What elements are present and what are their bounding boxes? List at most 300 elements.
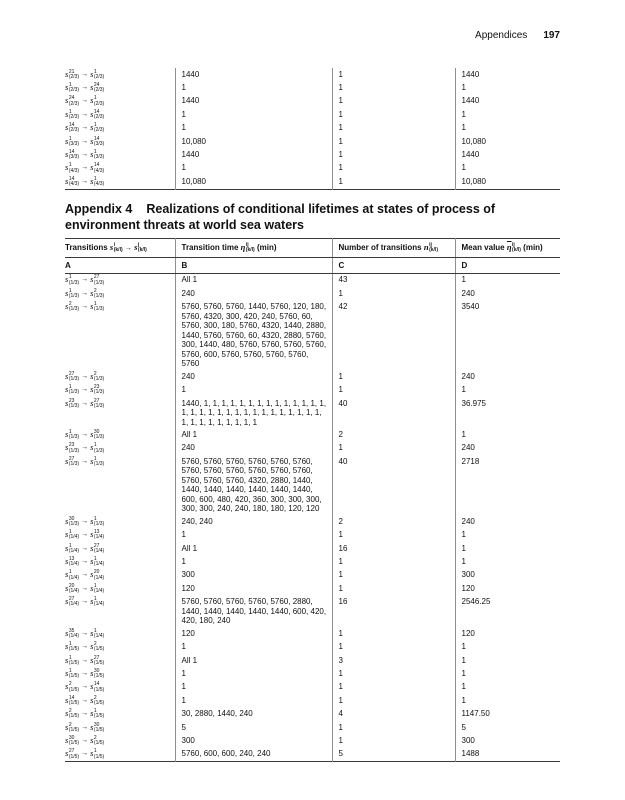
transition-cell	[65, 708, 175, 721]
arrow-icon: →	[81, 276, 89, 284]
mean-value-cell: 1440	[455, 95, 560, 108]
table-row	[65, 122, 560, 135]
transition-cell	[65, 397, 175, 429]
header-unit: (min)	[256, 243, 277, 252]
transition-time-cell: 240, 240	[175, 515, 332, 528]
mean-value-cell: 1	[455, 108, 560, 121]
mean-value-cell: 240	[455, 515, 560, 528]
arrow-icon: →	[81, 124, 89, 132]
transition-count-cell: 1	[332, 68, 455, 81]
appendix-number: Appendix 4	[65, 202, 133, 216]
mean-value-cell: 1	[455, 162, 560, 175]
transition-count-cell: 1	[332, 641, 455, 654]
transition-count-cell: 1	[332, 287, 455, 300]
state-symbol: s 1 (1/5)	[65, 668, 80, 680]
mean-value-cell: 1	[455, 122, 560, 135]
transition-count-cell: 3	[332, 654, 455, 667]
transition-label	[65, 656, 104, 666]
state-symbol: s 13 (1/4)	[65, 556, 80, 568]
state-symbol: s 14 (1/5)	[90, 681, 105, 693]
transition-count-cell: 40	[332, 397, 455, 429]
transition-cell	[65, 429, 175, 442]
arrow-icon: →	[81, 531, 89, 539]
transition-count-cell: 16	[332, 596, 455, 628]
arrow-icon: →	[81, 444, 89, 452]
transition-count-cell: 1	[332, 681, 455, 694]
transition-label	[65, 163, 104, 173]
transition-label	[65, 669, 104, 679]
transition-time-cell: 300	[175, 569, 332, 582]
state-symbol: s 14 (3/3)	[65, 148, 80, 161]
transition-label	[65, 289, 104, 299]
state-symbol: s 1 (1/5)	[90, 708, 105, 720]
table-row	[65, 748, 560, 762]
arrow-icon: →	[81, 750, 89, 758]
transition-time-cell: All 1	[175, 654, 332, 667]
arrow-icon: →	[81, 670, 89, 677]
header-text: Transition time	[181, 243, 239, 252]
mean-value-cell: 1	[455, 681, 560, 694]
table-row	[65, 515, 560, 528]
arrow-icon: →	[81, 137, 89, 145]
arrow-icon: →	[81, 598, 89, 606]
transition-cell	[65, 135, 175, 148]
transition-time-cell: 1440	[175, 68, 332, 81]
state-symbol: s 20 (1/4)	[90, 569, 105, 581]
arrow-icon: →	[81, 372, 89, 380]
table-row	[65, 273, 560, 287]
state-symbol: s 1 (1/3)	[90, 515, 105, 528]
state-symbol: s 21 (2/3)	[65, 68, 80, 80]
transition-cell	[65, 175, 175, 189]
transition-label	[65, 642, 104, 652]
transition-time-cell: 1	[175, 529, 332, 542]
mean-value-cell: 1	[455, 654, 560, 667]
mean-value-cell: 10,080	[455, 135, 560, 148]
letter-cell-a: A	[65, 258, 175, 274]
transition-time-cell: 120	[175, 627, 332, 640]
transition-cell	[65, 95, 175, 108]
transition-count-cell: 42	[332, 301, 455, 371]
arrow-icon: →	[81, 629, 89, 637]
transition-label	[65, 629, 104, 639]
transition-time-cell: All 1	[175, 273, 332, 287]
arrow-icon: →	[81, 737, 89, 745]
state-symbol: s 1 (3/3)	[65, 135, 80, 147]
arrow-icon: →	[81, 683, 89, 691]
transition-cell	[65, 81, 175, 94]
transition-time-cell: All 1	[175, 429, 332, 442]
transition-cell	[65, 681, 175, 694]
transition-cell	[65, 148, 175, 161]
letter-cell-d: D	[455, 258, 560, 274]
transition-label	[65, 399, 104, 409]
mean-value-cell: 120	[455, 627, 560, 640]
transition-time-cell: 1	[175, 81, 332, 94]
state-symbol: s 14 (4/3)	[65, 175, 80, 187]
transition-time-cell: 240	[175, 370, 332, 383]
mean-value-cell: 1440	[455, 68, 560, 81]
mean-value-cell: 240	[455, 287, 560, 300]
header-text: Number of transitions	[338, 243, 422, 252]
header-text: Mean value	[461, 243, 505, 252]
transition-cell	[65, 287, 175, 300]
state-symbol: s 27 (1/3)	[90, 274, 105, 286]
transition-time-cell: 30, 2880, 1440, 240	[175, 708, 332, 721]
mean-value-cell: 1	[455, 542, 560, 555]
letter-cell-b: B	[175, 258, 332, 274]
state-symbol: s 2 (1/5)	[65, 681, 80, 693]
table-row	[65, 542, 560, 555]
mean-value-cell: 2546.25	[455, 596, 560, 628]
state-symbol: s 2 (1/3)	[65, 301, 80, 313]
state-symbol: s 30 (1/3)	[65, 515, 80, 528]
state-symbol: s 27 (1/4)	[65, 596, 80, 608]
state-symbol: s 1 (1/4)	[65, 542, 80, 554]
transition-cell	[65, 582, 175, 595]
transition-label	[65, 302, 104, 312]
state-symbol: s 1 (1/4)	[90, 627, 105, 639]
transition-label	[65, 709, 104, 719]
transition-count-cell: 1	[332, 694, 455, 707]
mean-value-cell: 2718	[455, 455, 560, 515]
state-symbol: s 1 (1/3)	[65, 274, 80, 286]
table-row	[65, 596, 560, 628]
transition-time-cell: 1	[175, 122, 332, 135]
state-symbol: s 1 (2/3)	[90, 122, 105, 134]
table-row	[65, 556, 560, 569]
transition-cell	[65, 68, 175, 81]
transition-time-cell: 1	[175, 162, 332, 175]
transition-count-cell: 2	[332, 429, 455, 442]
state-symbol: s 14 (3/3)	[90, 135, 105, 147]
arrow-icon: →	[81, 70, 89, 78]
transition-count-cell: 1	[332, 721, 455, 734]
mean-value-cell: 1	[455, 668, 560, 681]
transition-label	[65, 530, 104, 540]
state-symbol: s 1 (1/5)	[65, 654, 80, 666]
transition-label	[65, 682, 104, 692]
mean-value-cell: 3540	[455, 301, 560, 371]
transition-time-cell: 1	[175, 668, 332, 681]
state-symbol: s 2 (1/3)	[90, 287, 105, 300]
table-row	[65, 442, 560, 455]
table-row	[65, 301, 560, 371]
transition-label	[65, 457, 104, 467]
table-row	[65, 81, 560, 94]
transition-cell	[65, 370, 175, 383]
table-row	[65, 397, 560, 429]
state-symbol: s 1 (1/3)	[65, 287, 80, 300]
state-symbol: s 27 (1/3)	[90, 397, 105, 409]
transition-cell	[65, 654, 175, 667]
state-symbol: s 23 (1/3)	[65, 442, 80, 454]
appendix-heading	[65, 202, 560, 233]
transition-cell	[65, 627, 175, 640]
arrow-icon: →	[81, 544, 89, 552]
transition-count-cell: 1	[332, 95, 455, 108]
mean-value-cell: 10,080	[455, 175, 560, 189]
table-row	[65, 681, 560, 694]
state-symbol: s 1 (1/3)	[90, 455, 105, 468]
mean-value-cell: 1	[455, 81, 560, 94]
transition-time-cell: 240	[175, 287, 332, 300]
letter-row	[65, 258, 560, 274]
transition-cell	[65, 694, 175, 707]
transition-label	[65, 570, 104, 580]
transition-label	[65, 177, 104, 187]
mean-value-cell: 1	[455, 529, 560, 542]
transition-label	[65, 83, 104, 93]
mean-value-cell: 36.975	[455, 397, 560, 429]
transition-label	[65, 584, 104, 594]
transition-label	[65, 723, 104, 733]
state-symbol: s 1 (1/3)	[90, 301, 105, 313]
arrow-icon: →	[81, 150, 89, 158]
arrow-icon: →	[81, 399, 89, 407]
transition-time-cell: 1440, 1, 1, 1, 1, 1, 1, 1, 1, 1, 1, 1, 1, 1, 1, 1, 1, 1, 1, 1, 1, 1, 1, 1, 1, 1, 1, 1, 1, 1, 1, 1, 1, 1, 1, 1, 1, 1, 1, 1	[175, 397, 332, 429]
transition-time-cell: 1	[175, 641, 332, 654]
transition-count-cell: 1	[332, 556, 455, 569]
arrow-icon: →	[81, 164, 89, 172]
transition-cell	[65, 668, 175, 681]
table-row	[65, 68, 560, 81]
arrow-icon: →	[124, 245, 132, 252]
state-symbol: s 27 (1/3)	[65, 455, 80, 468]
transition-count-cell: 5	[332, 748, 455, 762]
transition-time-cell: 240	[175, 442, 332, 455]
table-row	[65, 135, 560, 148]
transition-label	[65, 749, 104, 759]
state-symbol: s 27 (1/4)	[90, 542, 105, 554]
transition-time-cell: 1	[175, 384, 332, 397]
state-symbol: s 35 (1/4)	[65, 627, 80, 639]
state-symbol: s 24 (2/3)	[90, 81, 105, 94]
table-row	[65, 641, 560, 654]
transition-cell	[65, 442, 175, 455]
transition-label	[65, 70, 104, 80]
table-row	[65, 569, 560, 582]
mean-value-cell: 1	[455, 694, 560, 707]
mean-value-cell: 240	[455, 442, 560, 455]
transition-cell	[65, 529, 175, 542]
transition-count-cell: 1	[332, 81, 455, 94]
state-symbol: s 20 (1/4)	[65, 582, 80, 595]
transition-label	[65, 372, 104, 382]
col-header-number-of-transitions	[332, 239, 455, 258]
table-row	[65, 694, 560, 707]
transition-count-cell: 1	[332, 108, 455, 121]
transition-cell	[65, 569, 175, 582]
mean-value-cell: 300	[455, 569, 560, 582]
transition-cell	[65, 122, 175, 135]
state-symbol: s 1 (2/3)	[90, 68, 105, 80]
state-symbol: s 1 (3/3)	[90, 148, 105, 161]
transition-count-cell: 1	[332, 384, 455, 397]
arrow-icon: →	[81, 571, 89, 579]
state-symbol: s 30 (1/5)	[65, 735, 80, 747]
state-symbol: s 1 (1/5)	[90, 748, 105, 760]
table-row	[65, 370, 560, 383]
transition-time-cell: 1	[175, 556, 332, 569]
transition-count-cell: 1	[332, 668, 455, 681]
table-row	[65, 162, 560, 175]
state-symbol: s 1 (1/4)	[90, 582, 105, 595]
table-row	[65, 95, 560, 108]
state-symbol: s 1 (1/4)	[90, 596, 105, 608]
table-row	[65, 108, 560, 121]
transition-time-cell: All 1	[175, 542, 332, 555]
mean-value-cell: 1488	[455, 748, 560, 762]
state-symbol: s 1 (1/3)	[65, 384, 80, 396]
arrow-icon: →	[81, 110, 89, 118]
transition-cell	[65, 596, 175, 628]
transition-count-cell: 1	[332, 582, 455, 595]
state-symbol: s 1 (1/3)	[65, 429, 80, 441]
transition-time-cell: 120	[175, 582, 332, 595]
state-symbol: s 14 (2/3)	[65, 122, 80, 134]
transition-count-cell: 1	[332, 569, 455, 582]
state-symbol: s 24 (2/3)	[65, 95, 80, 107]
column-header-row	[65, 239, 560, 258]
state-symbol: s 2 (1/3)	[90, 370, 105, 382]
transition-cell	[65, 721, 175, 734]
table-row	[65, 721, 560, 734]
state-symbol: s 1 (2/3)	[65, 108, 80, 120]
transition-count-cell: 1	[332, 122, 455, 135]
arrow-icon: →	[81, 83, 89, 91]
transition-count-cell: 4	[332, 708, 455, 721]
table-row	[65, 529, 560, 542]
mean-value-cell: 1	[455, 273, 560, 287]
state-symbol: s 14 (2/3)	[90, 108, 105, 120]
table-row	[65, 429, 560, 442]
transition-time-cell: 5	[175, 721, 332, 734]
transition-count-cell: 1	[332, 735, 455, 748]
state-symbol: s 27 (1/5)	[65, 748, 80, 760]
table-row	[65, 708, 560, 721]
transition-count-cell: 1	[332, 135, 455, 148]
math-s-i: s i (k/l)	[109, 242, 123, 254]
transition-time-cell: 300	[175, 735, 332, 748]
section-label: Appendices	[475, 30, 528, 41]
arrow-icon: →	[81, 723, 89, 731]
arrow-icon: →	[81, 558, 89, 566]
transition-label	[65, 137, 104, 147]
math-s-j: s j (k/l)	[134, 242, 147, 254]
state-symbol: s 30 (1/5)	[90, 668, 105, 680]
mean-value-cell: 120	[455, 582, 560, 595]
transition-count-cell: 1	[332, 148, 455, 161]
transition-count-cell: 1	[332, 175, 455, 189]
mean-value-cell: 300	[455, 735, 560, 748]
arrow-icon: →	[81, 431, 89, 439]
table-row	[65, 175, 560, 189]
transition-time-cell: 1440	[175, 95, 332, 108]
transition-cell	[65, 301, 175, 371]
state-symbol: s 1 (4/3)	[65, 162, 80, 174]
arrow-icon: →	[81, 696, 89, 704]
col-header-transition-time	[175, 239, 332, 258]
page-number: 197	[543, 30, 560, 41]
arrow-icon: →	[81, 517, 89, 525]
state-symbol: s 1 (1/4)	[65, 569, 80, 581]
state-symbol: s 23 (1/3)	[90, 384, 105, 396]
transition-label	[65, 557, 104, 567]
transition-cell	[65, 384, 175, 397]
state-symbol: s 2 (1/5)	[65, 708, 80, 720]
arrow-icon: →	[81, 289, 89, 297]
state-symbol: s 14 (1/5)	[65, 694, 80, 707]
transition-cell	[65, 641, 175, 654]
state-symbol: s 30 (1/5)	[90, 721, 105, 733]
transition-label	[65, 443, 104, 453]
table-row	[65, 148, 560, 161]
transition-count-cell: 1	[332, 162, 455, 175]
transition-count-cell: 1	[332, 370, 455, 383]
arrow-icon: →	[81, 643, 89, 651]
state-symbol: s 30 (1/3)	[90, 429, 105, 441]
header-unit: (min)	[523, 243, 543, 252]
transition-label	[65, 736, 104, 746]
table-row	[65, 455, 560, 515]
transition-label	[65, 430, 104, 440]
state-symbol: s 27 (1/3)	[65, 370, 80, 382]
state-symbol: s 13 (1/4)	[90, 529, 105, 541]
arrow-icon: →	[81, 177, 89, 185]
transition-count-cell: 1	[332, 627, 455, 640]
arrow-icon: →	[81, 710, 89, 718]
state-symbol: s 2 (1/5)	[90, 735, 105, 747]
table-row	[65, 627, 560, 640]
transition-count-cell: 2	[332, 515, 455, 528]
state-symbol: s 23 (1/3)	[65, 397, 80, 409]
transition-label	[65, 597, 104, 607]
state-symbol: s 27 (1/5)	[90, 654, 105, 666]
mean-value-cell: 1	[455, 641, 560, 654]
state-symbol: s 1 (1/5)	[65, 641, 80, 653]
transition-label	[65, 696, 104, 706]
table-row	[65, 735, 560, 748]
transition-count-cell: 40	[332, 455, 455, 515]
mean-value-cell: 1147.50	[455, 708, 560, 721]
transition-label	[65, 385, 104, 395]
mean-value-cell: 1	[455, 556, 560, 569]
transition-time-cell: 5760, 5760, 5760, 5760, 5760, 5760, 5760, 5760, 5760, 5760, 5760, 5760, 5760, 5760, 5760, 4320, 2880, 1440, 1440, 1440, 1440, 1440, 1440, 1440, 600, 600, 480, 420, 360, 300, 300, 300, 300, 300, 240, 240, 180, 180, 120, 120	[175, 455, 332, 515]
mean-value-cell: 1	[455, 429, 560, 442]
transition-count-cell: 16	[332, 542, 455, 555]
top-continuation-table	[65, 68, 560, 190]
header-text: Transitions	[65, 243, 108, 252]
transition-label	[65, 275, 104, 285]
appendix4-table	[65, 238, 560, 762]
state-symbol: s 1 (2/3)	[65, 81, 80, 94]
arrow-icon: →	[81, 656, 89, 664]
transition-label	[65, 96, 104, 106]
state-symbol: s 1 (1/4)	[65, 529, 80, 541]
transition-count-cell: 1	[332, 442, 455, 455]
running-head	[65, 30, 560, 41]
transition-count-cell: 1	[332, 529, 455, 542]
transition-cell	[65, 273, 175, 287]
table-row	[65, 582, 560, 595]
math-eta-bar-ij: $\overline{\eta}$ ij (k/l)	[506, 242, 521, 254]
appendix-title: Realizations of conditional lifetimes at states of process of environment threats at world sea waters	[65, 202, 496, 232]
mean-value-cell: 1440	[455, 148, 560, 161]
col-header-transitions	[65, 239, 175, 258]
transition-cell	[65, 515, 175, 528]
state-symbol: s 1 (1/4)	[90, 556, 105, 568]
